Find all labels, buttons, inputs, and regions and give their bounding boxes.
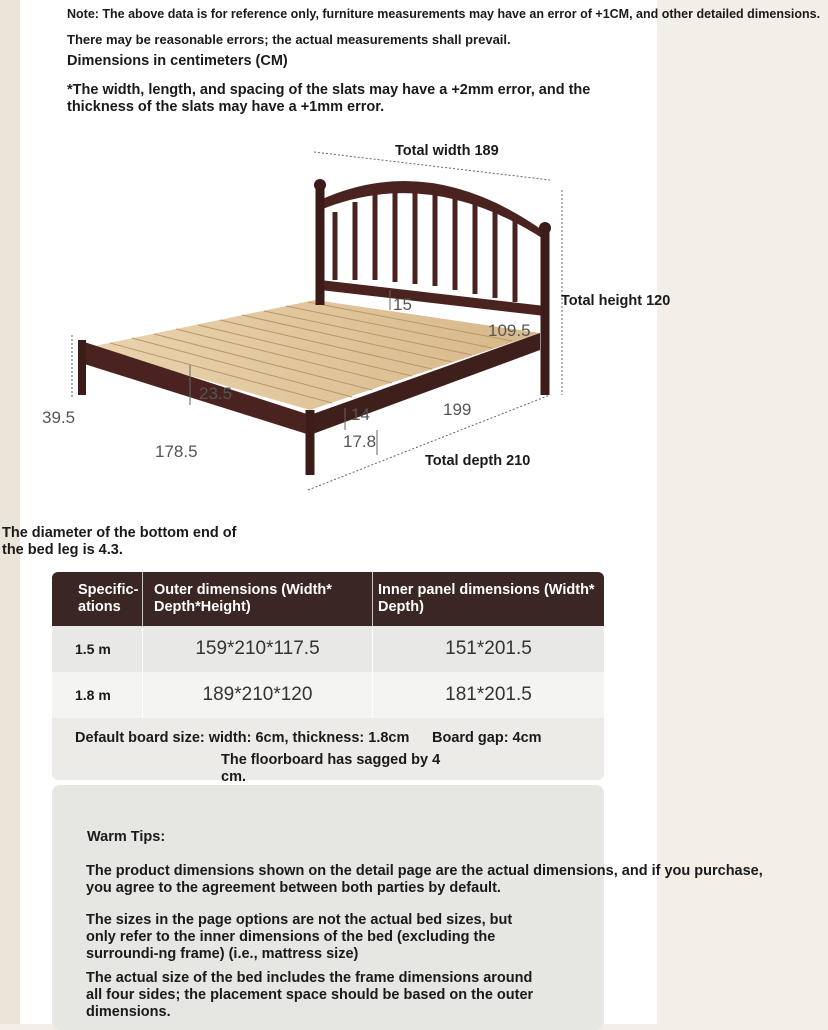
- size-table: [52, 572, 604, 785]
- note-units: Dimensions in centimeters (CM): [67, 53, 288, 69]
- table-row: [52, 626, 604, 672]
- dim-14: 14: [351, 405, 370, 424]
- row-spec: 1.8 m: [52, 672, 143, 718]
- label-total-height: Total height 120: [561, 293, 671, 309]
- note-reasonable-errors: There may be reasonable errors; the actual measurements shall prevail.: [67, 32, 511, 47]
- row-outer: 159*210*117.5: [143, 626, 373, 672]
- note-slats: *The width, length, and spacing of the slats may have a +2mm error, and the thickness of the slats may have a +1mm error.: [67, 82, 591, 115]
- dim-17-8: 17.8: [343, 432, 377, 451]
- tip-2: The sizes in the page options are not the actual bed sizes, but only refer to the inner dimensions of the bed (excluding the surroundi-ng frame) (i.e., mattress size): [86, 912, 513, 962]
- table-row: [52, 672, 604, 718]
- label-total-depth: Total depth 210: [425, 453, 531, 469]
- label-total-width: Total width 189: [395, 143, 499, 159]
- tip-3: The actual size of the bed includes the frame dimensions around all four sides; the placement space should be based on the outer dimensions.: [86, 970, 534, 1020]
- dim-199: 199: [443, 400, 472, 419]
- header-inner: Inner panel dimensions (Width* Depth): [378, 582, 595, 615]
- tip-1: The product dimensions shown on the detail page are the actual dimensions, and if you purchase, you agree to the agreement between both parties by default.: [86, 863, 763, 896]
- dim-23-5: 23.5: [199, 384, 233, 403]
- row-inner: 151*201.5: [445, 638, 532, 659]
- leg-diameter-note: The diameter of the bottom end of the bed leg is 4.3.: [2, 525, 237, 558]
- dim-109-5: 109.5: [488, 321, 531, 340]
- table-header: [52, 572, 604, 626]
- board-gap-note: Board gap: 4cm: [432, 730, 542, 746]
- left-background-strip: [0, 0, 20, 1024]
- sag-note: The floorboard has sagged by 4 cm.: [221, 752, 441, 785]
- row-outer: 189*210*120: [143, 672, 373, 718]
- tips-title: Warm Tips:: [87, 829, 166, 845]
- dim-15: 15: [393, 295, 412, 314]
- header-outer: Outer dimensions (Width* Depth*Height): [143, 572, 373, 626]
- row-inner: 181*201.5: [445, 684, 532, 705]
- dim-39-5: 39.5: [42, 408, 76, 427]
- header-spec: Specific-ations: [52, 572, 143, 626]
- row-spec: 1.5 m: [52, 626, 143, 672]
- dim-178-5: 178.5: [155, 442, 198, 461]
- table-footer: [52, 718, 604, 785]
- note-error: Note: The above data is for reference only, furniture measurements may have an error of +1CM, and other detailed dimensions.: [67, 7, 821, 21]
- board-size-note: Default board size: width: 6cm, thickness: 1.8cm: [75, 730, 410, 746]
